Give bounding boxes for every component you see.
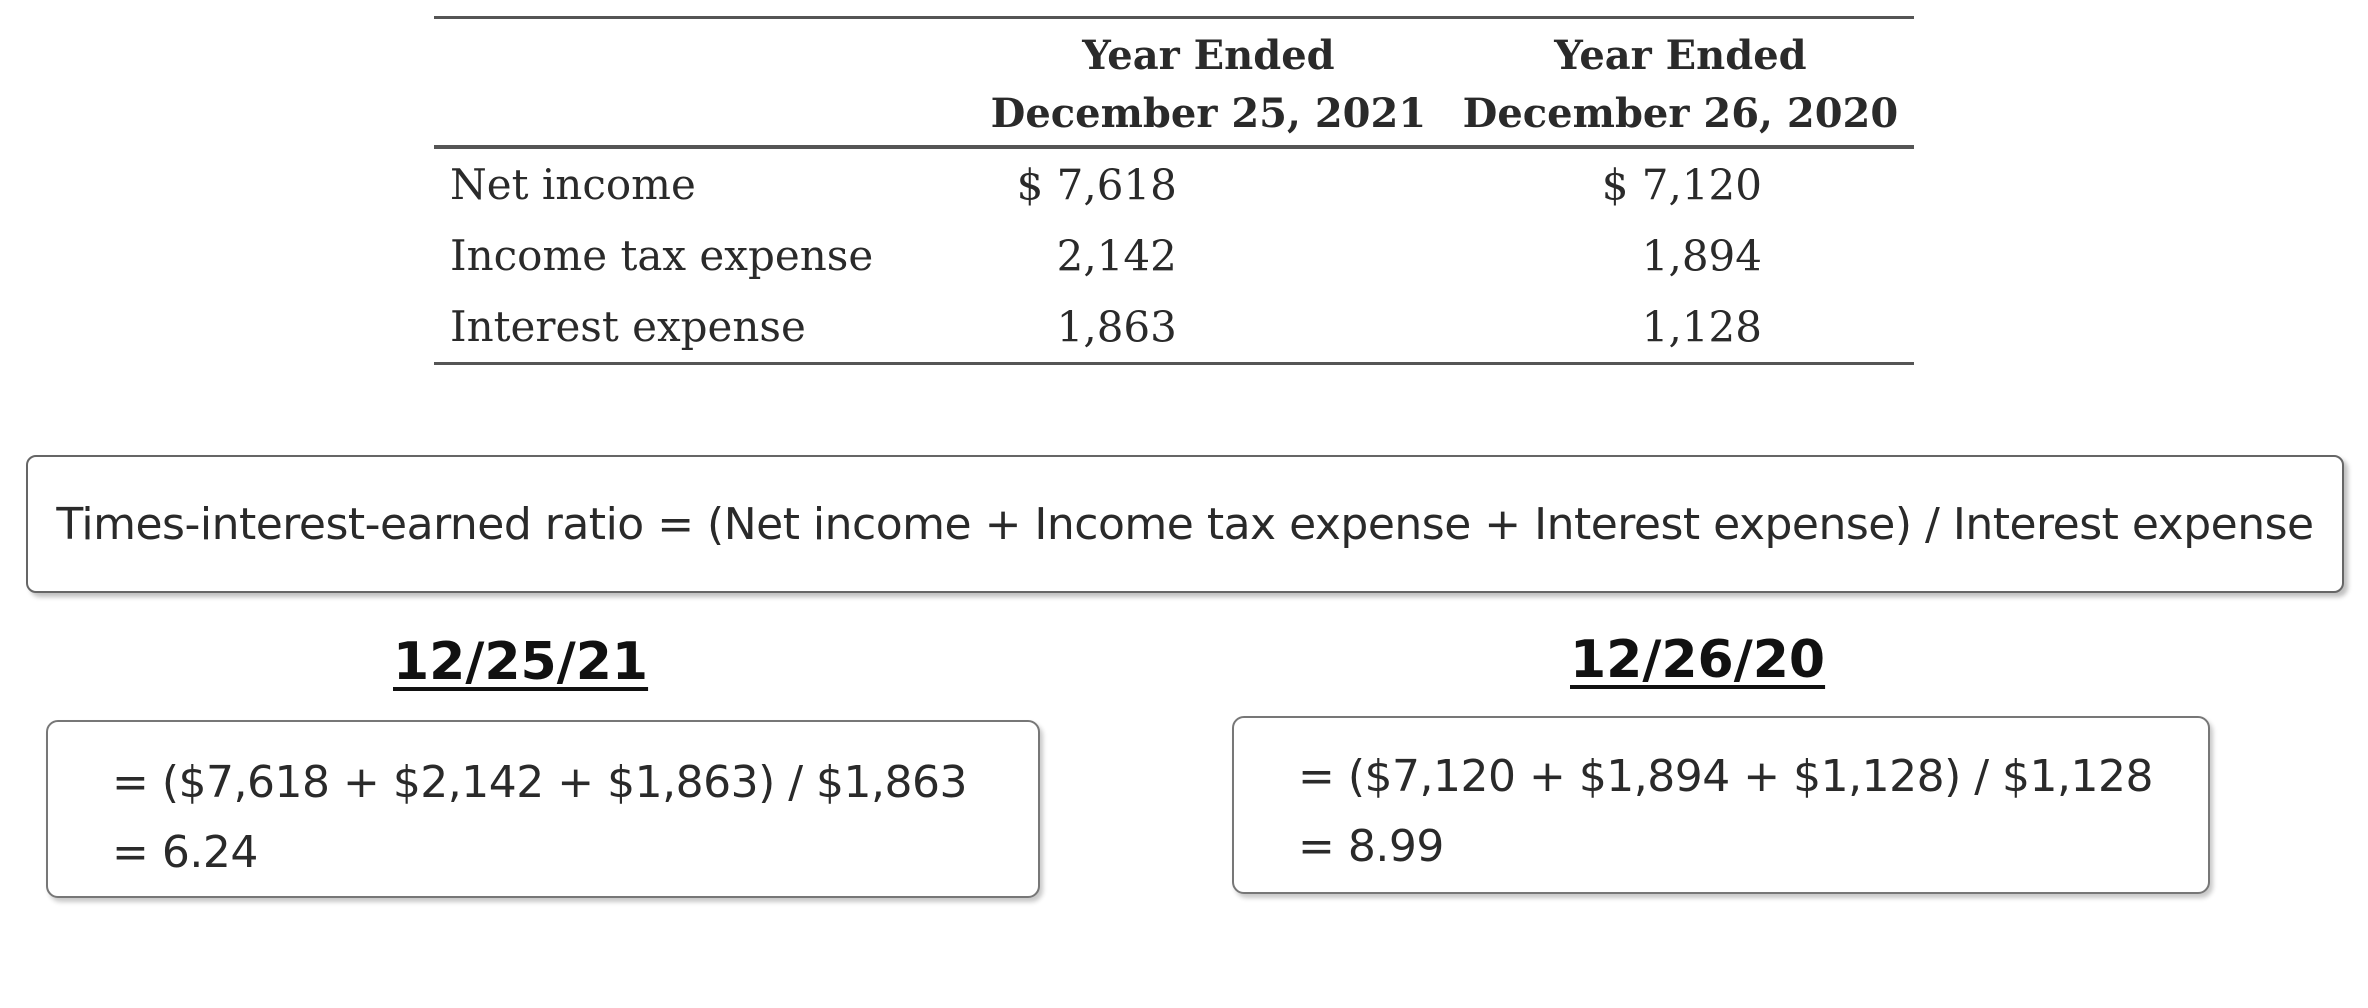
row-label: Net income	[450, 160, 696, 209]
cell-2021	[960, 220, 1447, 291]
cell-2021	[960, 147, 1447, 220]
calculation-line-result: = 8.99	[1298, 821, 1444, 872]
table-row-net-income	[434, 147, 1914, 220]
table-row-income-tax-expense	[434, 220, 1914, 291]
value-2020: 1,894	[1641, 231, 1762, 280]
cell-2021	[960, 291, 1447, 364]
financial-data-table	[434, 16, 1914, 365]
row-label: Income tax expense	[450, 231, 874, 280]
date-heading-2021: 12/25/21	[393, 632, 649, 692]
cell-2020	[1447, 147, 1914, 220]
calculation-line-formula: = ($7,618 + $2,142 + $1,863) / $1,863	[112, 757, 967, 808]
table-header-row	[434, 18, 1914, 148]
header-2021-line2: December 25, 2021	[990, 90, 1427, 137]
formula-text: Times-interest-earned ratio = (Net income + Income tax expense + Interest expense) / Interest expense	[56, 498, 2314, 550]
header-year-2020	[1447, 18, 1914, 148]
value-2020: $ 7,120	[1601, 160, 1762, 209]
cell-2020	[1447, 220, 1914, 291]
row-label: Interest expense	[450, 302, 806, 351]
value-2021: $ 7,618	[1016, 160, 1177, 209]
date-heading-2020: 12/26/20	[1570, 630, 1826, 690]
value-2021: 2,142	[1056, 231, 1177, 280]
calculation-line-formula: = ($7,120 + $1,894 + $1,128) / $1,128	[1298, 751, 2153, 802]
calculation-box-2020	[1232, 716, 2210, 894]
header-2020-line2: December 26, 2020	[1462, 90, 1899, 137]
calculation-line-result: = 6.24	[112, 827, 258, 878]
value-2021: 1,863	[1056, 302, 1177, 351]
header-year-2021	[960, 18, 1447, 148]
value-2020: 1,128	[1641, 302, 1762, 351]
header-2020-line1: Year Ended	[1554, 32, 1807, 79]
table-row-interest-expense	[434, 291, 1914, 364]
header-label-column	[434, 18, 960, 148]
header-2021-line1: Year Ended	[1082, 32, 1335, 79]
cell-2020	[1447, 291, 1914, 364]
formula-box	[26, 455, 2344, 593]
calculation-box-2021	[46, 720, 1040, 898]
